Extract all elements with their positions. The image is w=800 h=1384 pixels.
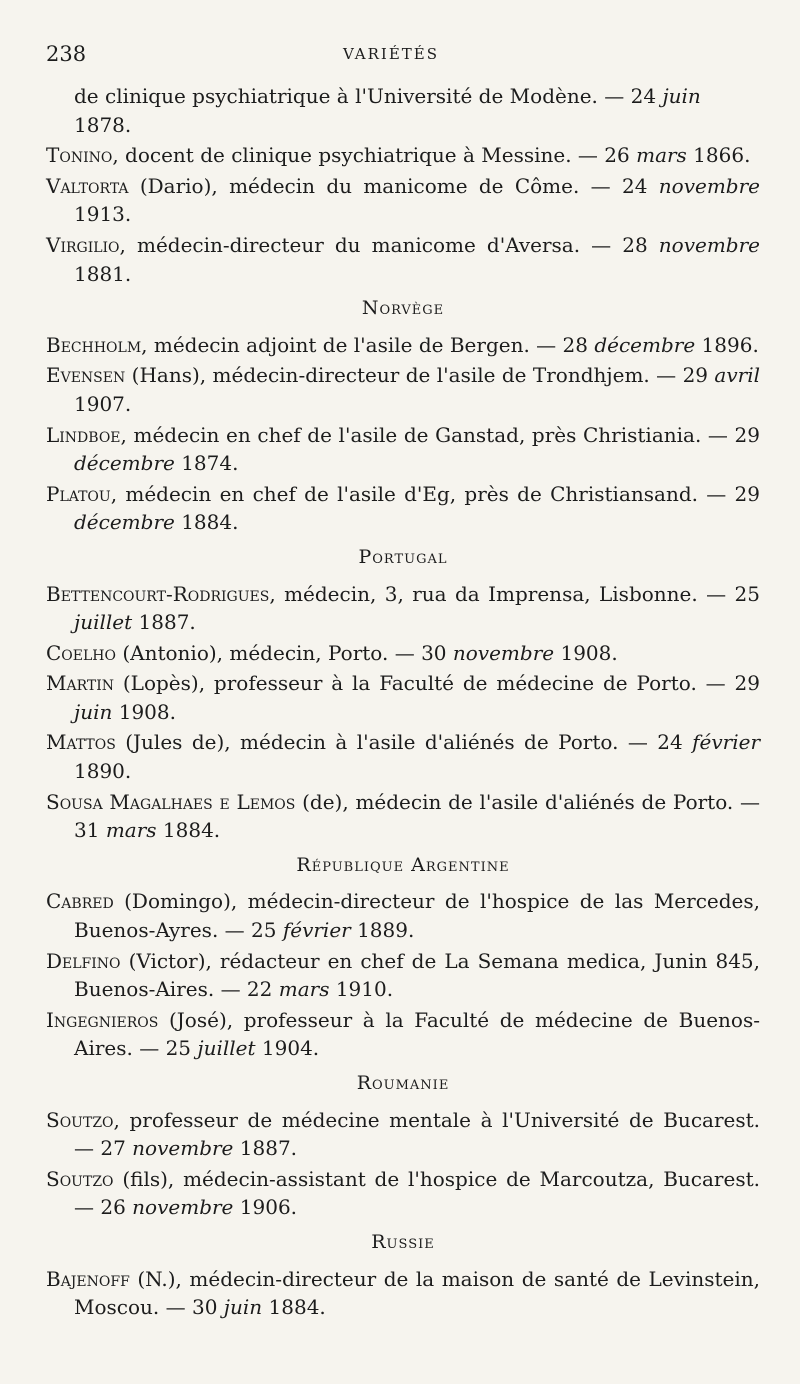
entry-text: , médecin, 3, rua da Imprensa, Lisbonne. — 25 (269, 581, 760, 606)
directory-entry (46, 788, 760, 845)
entry-text: , médecin en chef de l'asile d'Eg, près de Christiansand. — 29 (110, 481, 760, 506)
entry-tail: 1887. (233, 1136, 298, 1161)
entry-name: Soutzo (46, 1107, 114, 1132)
entry-text: , médecin adjoint de l'asile de Bergen. — 28 (141, 332, 595, 357)
entry-tail: 1884. (262, 1295, 326, 1320)
section-heading: Russie (371, 1230, 435, 1253)
entry-name: Cabred (46, 889, 114, 914)
directory-entry (46, 1165, 760, 1222)
entry-name: Bettencourt-Rodrigues (46, 581, 270, 606)
entry-tail: 1907. (74, 391, 132, 416)
entry-text: , professeur de médecine mentale à l'Université de Bucarest. — 27 (74, 1107, 760, 1161)
directory-entry (46, 172, 760, 229)
entry-date: mars (636, 143, 687, 168)
directory-entry (46, 1265, 760, 1322)
section-heading: Portugal (358, 545, 448, 568)
entry-date: juillet (197, 1036, 256, 1061)
entry-tail: 1908. (554, 640, 618, 665)
section-heading: Roumanie (356, 1072, 450, 1094)
entry-date: novembre (658, 232, 760, 257)
entry-tail: 1913. (74, 202, 132, 227)
entry-tail: 1874. (174, 451, 239, 476)
entry-text: (N.), médecin-directeur de la maison de santé de Levinstein, Moscou. — 30 (74, 1266, 760, 1320)
entry-tail: 1910. (329, 977, 394, 1002)
directory-entry (46, 231, 760, 288)
entry-name: Soutzo (46, 1166, 114, 1191)
entry-tail: 1906. (233, 1195, 298, 1220)
directory-entry (46, 639, 760, 668)
entry-date: juillet (74, 610, 133, 635)
page-header (46, 42, 736, 72)
entry-text: (Hans), médecin-directeur de l'asile de Trondhjem. — 29 (125, 363, 715, 388)
entry-name: Coelho (46, 640, 116, 665)
entry-date: avril (714, 363, 760, 388)
directory-entry (46, 1006, 760, 1063)
entry-tail: 1884. (174, 510, 239, 535)
entry-name: Mattos (46, 730, 116, 755)
entry-date: décembre (594, 332, 696, 357)
directory-entry (46, 480, 760, 537)
entry-date: février (692, 730, 760, 755)
entry-tail: 1896. (695, 332, 759, 357)
entry-text: (Dario), médecin du manicome de Côme. — 24 (128, 173, 659, 198)
entry-text: (Antonio), médecin, Porto. — 30 (115, 640, 453, 665)
entry-text: (Lopès), professeur à la Faculté de médecine de Porto. — 29 (114, 671, 760, 696)
entry-text: (José), professeur à la Faculté de médecine de Buenos-Aires. — 25 (74, 1007, 760, 1061)
entry-date: juin (223, 1295, 263, 1320)
entry-tail: 1889. (350, 918, 415, 943)
entry-text: , médecin en chef de l'asile de Ganstad, près Christiania. — 29 (120, 422, 760, 447)
section-heading: République Argentine (296, 853, 510, 876)
entry-date: juin (74, 699, 113, 724)
entry-name: Valtorta (46, 173, 129, 198)
entry-text: (Jules de), médecin à l'asile d'aliénés de Porto. — 24 (115, 730, 693, 755)
entry-text: , docent de clinique psychiatrique à Messine. — 26 (112, 143, 637, 168)
entry-name: Martin (46, 671, 115, 696)
directory-entry (46, 331, 760, 360)
entry-date: mars (278, 977, 330, 1002)
entry-name: Ingegnieros (46, 1007, 159, 1032)
running-title: VARIÉTÉS (342, 45, 440, 63)
italy-tail-list (46, 141, 760, 288)
entry-date: novembre (132, 1195, 234, 1220)
entry-text: , médecin-directeur du manicome d'Aversa. — 28 (119, 232, 659, 257)
page-body (46, 82, 760, 1324)
entry-text: (de), médecin de l'asile d'aliénés de Porto. — 31 (74, 789, 760, 843)
entry-name: Bajenoff (46, 1266, 130, 1291)
entry-tail: 1884. (156, 818, 221, 843)
entry-date: novembre (452, 640, 555, 665)
entry-name: Lindboe (46, 422, 121, 447)
entry-text: (Domingo), médecin-directeur de l'hospice de las Mercedes, Buenos-Ayres. — 25 (74, 889, 760, 943)
entry-tail: 1890. (74, 759, 132, 784)
entry-text: (Victor), rédacteur en chef de La Semana medica, Junin 845, Buenos-Aires. — 22 (74, 948, 760, 1002)
entry-date: décembre (74, 451, 175, 476)
directory-entry (46, 361, 760, 418)
entry-text: (fils), médecin-assistant de l'hospice de Marcoutza, Bucarest. — 26 (74, 1166, 760, 1220)
section-heading: Norvège (361, 297, 445, 320)
entry-name: Delfino (46, 948, 121, 973)
entry-name: Evensen (46, 363, 126, 388)
entry-date: novembre (132, 1136, 234, 1161)
directory-entry (46, 669, 760, 726)
directory-entry (46, 1106, 760, 1163)
country-sections (46, 294, 760, 1322)
directory-entry (46, 580, 760, 637)
page-number: 238 (46, 42, 87, 66)
entry-tail: 1881. (74, 261, 132, 286)
entry-date: décembre (74, 510, 175, 535)
entry-tail: 1866. (686, 143, 751, 168)
entry-date: novembre (658, 173, 760, 198)
entry-name: Virgilio (46, 232, 120, 257)
entry-name: Platou (46, 481, 111, 506)
entry-name: Tonino (46, 143, 113, 168)
entry-tail: 1908. (112, 699, 176, 724)
entry-date: février (282, 918, 351, 943)
entry-tail: 1887. (132, 610, 196, 635)
entry-date: mars (105, 818, 157, 843)
directory-entry (46, 947, 760, 1004)
directory-entry (46, 887, 760, 944)
entry-tail: 1904. (255, 1036, 320, 1061)
entry-name: Sousa Magalhaes e Lemos (46, 789, 296, 814)
directory-entry (46, 421, 760, 478)
continuation-line: de clinique psychiatrique à l'Université de Modène. — 24 juin 1878. (74, 84, 701, 137)
directory-entry (46, 728, 760, 785)
directory-entry (46, 141, 760, 170)
entry-name: Bechholm (46, 332, 142, 357)
